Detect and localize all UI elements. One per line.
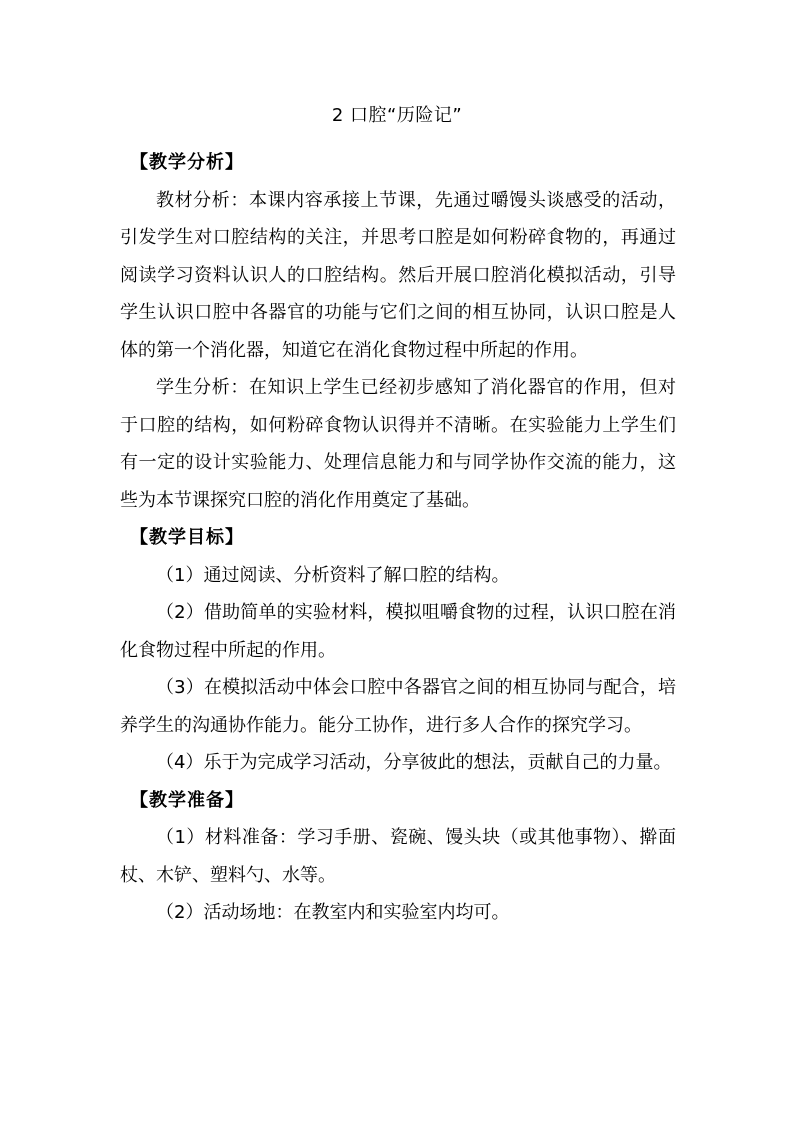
section-heading-analysis: 【教学分析】: [130, 152, 244, 173]
preparation-item-2: （2）活动场地：在教室内和实验室内均可。: [156, 902, 510, 923]
document-title: 2 口腔“历险记”: [331, 105, 463, 126]
preparation-item-1: （1）材料准备：学习手册、瓷碗、馒头块（或其他事物）、擀面杖、木铲、塑料勺、水等。: [120, 827, 676, 886]
objective-item-3: （3）在模拟活动中体会口腔中各器官之间的相互协同与配合，培养学生的沟通协作能力。能分工协作，进行多人合作的探究学习。: [120, 677, 676, 736]
section-heading-preparation: 【教学准备】: [130, 789, 244, 811]
objective-item-4: （4）乐于为完成学习活动，分享彼此的想法，贡献自己的力量。: [156, 752, 672, 773]
document-body: [120, 144, 676, 932]
paragraph-material-analysis: 教材分析：本课内容承接上节课，先通过嚼馒头谈感受的活动，引发学生对口腔结构的关注，并思考口腔是如何粉碎食物的，再通过阅读学习资料认识人的口腔结构。然后开展口腔消化模拟活动，引导学生认识口腔中各器官的功能与它们之间的相互协同，认识口腔是人体的第一个消化器，知道它在消化食物过程中所起的作用。: [120, 189, 676, 361]
objective-item-1: （1）通过阅读、分析资料了解口腔的结构。: [156, 564, 510, 586]
section-heading-objectives: 【教学目标】: [130, 527, 244, 548]
objective-item-2: （2）借助简单的实验材料，模拟咀嚼食物的过程，认识口腔在消化食物过程中所起的作用。: [120, 602, 676, 661]
paragraph-student-analysis: 学生分析：在知识上学生已经初步感知了消化器官的作用，但对于口腔的结构，如何粉碎食物认识得并不清晰。在实验能力上学生们有一定的设计实验能力、处理信息能力和与同学协作交流的能力，这些为本节课探究口腔的消化作用奠定了基础。: [120, 377, 676, 511]
